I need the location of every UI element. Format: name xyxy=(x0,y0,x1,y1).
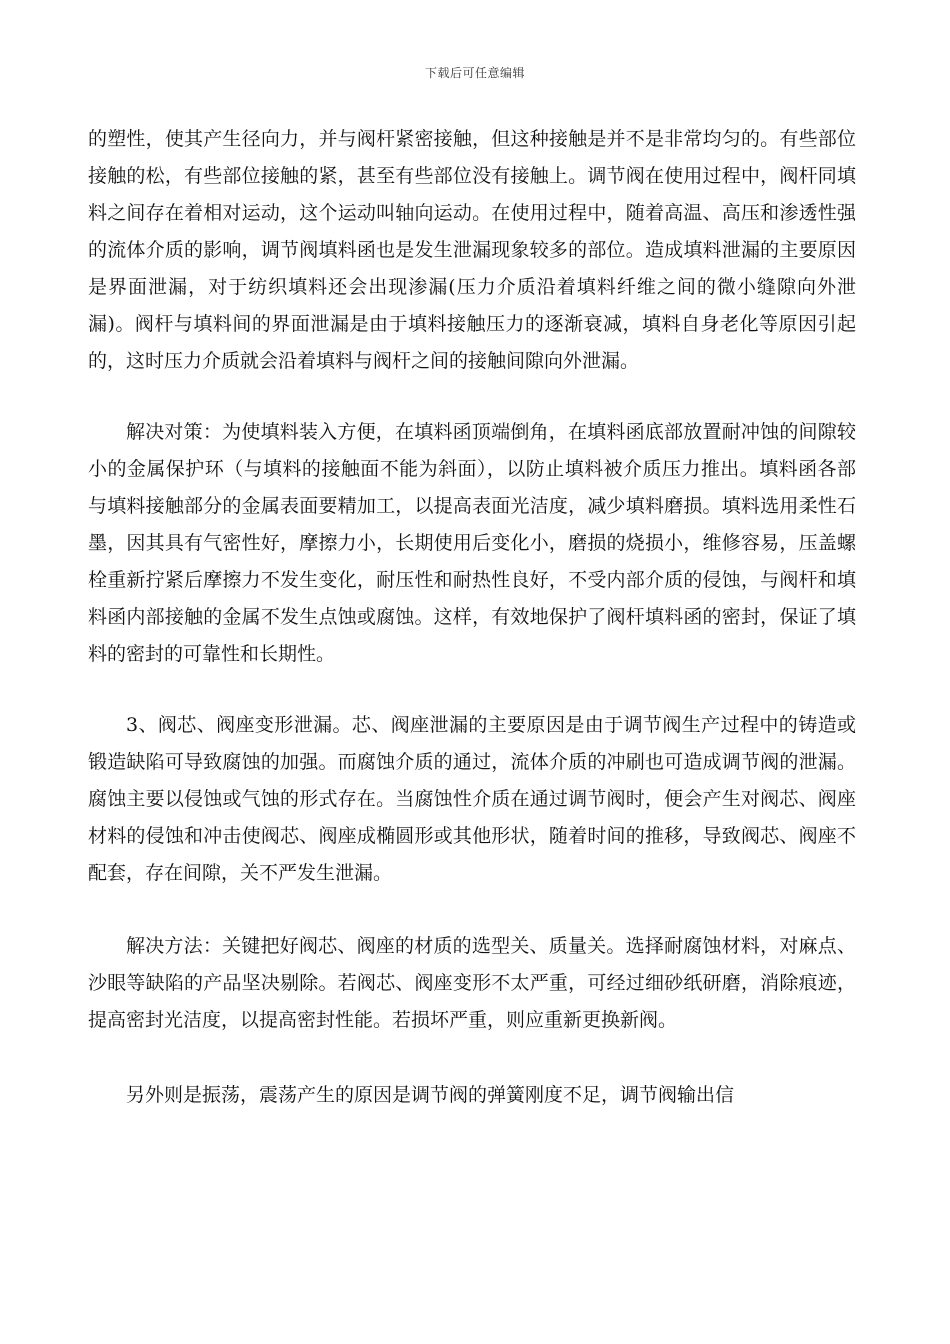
paragraph-packing-solution: 解决对策：为使填料装入方便，在填料函顶端倒角，在填料函底部放置耐冲蚀的间隙较小的金属保护环（与填料的接触面不能为斜面），以防止填料被介质压力推出。填料函各部与填料接触部分的金属表面要精加工，以提高表面光洁度，减少填料磨损。填料选用柔性石墨，因其具有气密性好，摩擦力小，长期使用后变化小，磨损的烧损小，维修容易，压盖螺栓重新拧紧后摩擦力不发生变化，耐压性和耐热性良好，不受内部介质的侵蚀，与阀杆和填料函内部接触的金属不发生点蚀或腐蚀。这样，有效地保护了阀杆填料函的密封，保证了填料的密封的可靠性和长期性。 xyxy=(88,421,856,665)
paragraph-packing-leakage: 的塑性，使其产生径向力，并与阀杆紧密接触，但这种接触是并不是非常均匀的。有些部位接触的松，有些部位接触的紧，甚至有些部位没有接触上。调节阀在使用过程中，阀杆同填料之间存在着相对运动，这个运动叫轴向运动。在使用过程中，随着高温、高压和渗透性强的流体介质的影响，调节阀填料函也是发生泄漏现象较多的部位。造成填料泄漏的主要原因是界面泄漏，对于纺织填料还会出现渗漏(压力介质沿着填料纤维之间的微小缝隙向外泄漏)。阀杆与填料间的界面泄漏是由于填料接触压力的逐渐衰减，填料自身老化等原因引起的，这时压力介质就会沿着填料与阀杆之间的接触间隙向外泄漏。 xyxy=(88,128,856,372)
page-header: 下载后可任意编辑 xyxy=(424,66,525,80)
document-body xyxy=(88,121,856,1114)
paragraph-oscillation: 另外则是振荡，震荡产生的原因是调节阀的弹簧刚度不足，调节阀输出信 xyxy=(126,1084,735,1106)
paragraph-valve-core-deformation: 3、阀芯、阀座变形泄漏。芯、阀座泄漏的主要原因是由于调节阀生产过程中的铸造或锻造缺陷可导致腐蚀的加强。而腐蚀介质的通过，流体介质的冲刷也可造成调节阀的泄漏。腐蚀主要以侵蚀或气蚀的形式存在。当腐蚀性介质在通过调节阀时，便会产生对阀芯、阀座材料的侵蚀和冲击使阀芯、阀座成椭圆形或其他形状，随着时间的推移，导致阀芯、阀座不配套，存在间隙，关不严发生泄漏。 xyxy=(88,714,856,884)
paragraph-valve-core-solution: 解决方法：关键把好阀芯、阀座的材质的选型关、质量关。选择耐腐蚀材料，对麻点、沙眼等缺陷的产品坚决剔除。若阀芯、阀座变形不太严重，可经过细砂纸研磨，消除痕迹，提高密封光洁度，以提高密封性能。若损坏严重，则应重新更换新阀。 xyxy=(88,935,856,1031)
